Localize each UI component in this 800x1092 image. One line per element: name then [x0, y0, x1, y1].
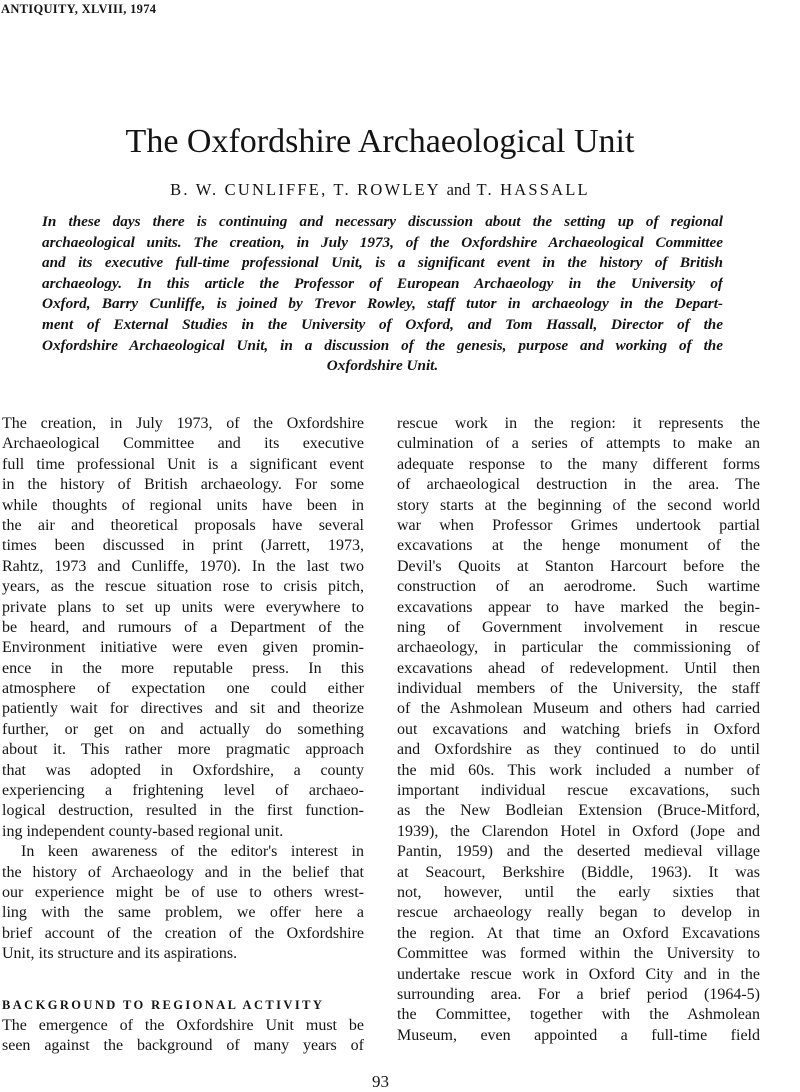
paragraph [397, 414, 760, 1046]
text-line: Unit, its structure and its aspirations. [2, 945, 238, 963]
paragraph [2, 414, 364, 842]
text-line: excavations at the henge monument of the [397, 537, 760, 555]
text-line: Rahtz, 1973 and Cunliffe, 1970). In the last two [2, 557, 364, 575]
text-line: culmination of a series of attempts to make an [397, 435, 760, 453]
text-line: of the Ashmolean Museum and others had carried [397, 700, 760, 718]
text-line: In keen awareness of the editor's interest in [21, 843, 364, 861]
text-line: individual members of the University, the staff [397, 680, 760, 698]
text-line: the history of Archaeology and in the belief that [2, 863, 364, 881]
text-line: the mid 60s. This work included a number of [397, 761, 760, 779]
text-line: excavations appear to have marked the begin- [397, 598, 760, 616]
text-line: excavations ahead of redevelopment. Until then [397, 659, 760, 677]
text-line: about it. This rather more pragmatic approach [2, 741, 364, 759]
article-authors [0, 180, 760, 200]
text-line: Oxfordshire Unit. [326, 357, 439, 375]
text-line: ment of External Studies in the University of Oxford, and Tom Hassall, Director of the [42, 315, 723, 333]
text-line: rescue archaeology really began to develop in [397, 904, 760, 922]
text-line: ence in the more reputable press. In this [2, 659, 364, 677]
text-line: while thoughts of regional units have been in [2, 496, 364, 514]
text-line: years, as the rescue situation rose to crisis pitch, [2, 578, 364, 596]
text-line: that was adopted in Oxfordshire, a county [2, 761, 364, 779]
text-line: Oxfordshire Archaeological Unit, in a discussion of the genesis, purpose and working of the [42, 336, 723, 354]
text-line: Devil's Quoits at Stanton Harcourt before the [397, 557, 760, 575]
text-line: of archaeological destruction in the area. The [397, 476, 760, 494]
text-line: Museum, even appointed a full-time field [397, 1026, 760, 1044]
section-heading: BACKGROUND TO REGIONAL ACTIVITY [2, 998, 325, 1013]
text-line: out excavations and watching briefs in Oxford [397, 720, 760, 738]
text-line: 1939), the Clarendon Hotel in Oxford (Jope and [397, 822, 760, 840]
text-line: ning of Government involvement in rescue [397, 618, 760, 636]
running-head: ANTIQUITY, XLVIII, 1974 [1, 2, 157, 16]
text-line: logical destruction, resulted in the first function- [2, 802, 364, 820]
body-column-right [397, 414, 760, 1046]
authors-and: and [446, 180, 471, 199]
text-line: ling with the same problem, we offer here a [2, 904, 364, 922]
text-line: Committee was formed within the University to [397, 945, 760, 963]
paragraph [2, 1016, 364, 1057]
text-line: times been discussed in print (Jarrett, 1973, [2, 537, 364, 555]
text-line: be heard, and rumours of a Department of the [2, 618, 364, 636]
text-line: not, however, until the early sixties that [397, 883, 760, 901]
text-line: ing independent county-based regional unit. [2, 822, 284, 840]
text-line: and its executive full-time professional Unit, is a significant event in the history of British [42, 254, 723, 272]
text-line: as the New Bodleian Extension (Bruce-Mitford, [397, 802, 760, 820]
text-line: private plans to set up units were everywhere to [2, 598, 364, 616]
text-line: Oxford, Barry Cunliffe, is joined by Trevor Rowley, staff tutor in archaeology in the Depart- [42, 295, 723, 313]
text-line: surrounding area. For a brief period (1964-5) [397, 985, 760, 1003]
text-line: war when Professor Grimes undertook partial [397, 516, 760, 534]
text-line: The emergence of the Oxfordshire Unit must be [2, 1016, 364, 1034]
text-line: our experience might be of use to others wrest- [2, 883, 364, 901]
authors-names-2: T. HASSALL [476, 180, 590, 199]
abstract [42, 212, 723, 377]
text-line: full time professional Unit is a significant event [2, 455, 364, 473]
text-line: archaeology, in particular the commissioning of [397, 639, 760, 657]
text-line: atmosphere of expectation one could either [2, 680, 364, 698]
text-line: patiently wait for directives and sit and theorize [2, 700, 364, 718]
text-line: experiencing a frightening level of archaeo- [2, 782, 364, 800]
text-line: at Seacourt, Berkshire (Biddle, 1963). It was [397, 863, 760, 881]
article-title: The Oxfordshire Archaeological Unit [125, 123, 635, 160]
text-line: important individual rescue excavations, such [397, 782, 760, 800]
text-line: Environment initiative were even given promin- [2, 639, 364, 657]
paragraph [2, 842, 364, 964]
text-line: archaeology. In this article the Professor of European Archaeology in the University of [42, 274, 723, 292]
text-line: adequate response to the many different forms [397, 455, 760, 473]
text-line: The creation, in July 1973, of the Oxfordshire [2, 415, 364, 432]
body-column-left [2, 414, 364, 1056]
text-line: rescue work in the region: it represents the [397, 415, 760, 432]
page-number: 93 [372, 1072, 389, 1091]
text-line: the Committee, together with the Ashmolean [397, 1006, 760, 1024]
text-line: construction of an aerodrome. Such wartime [397, 578, 760, 596]
text-line: seen against the background of many years of [2, 1036, 364, 1054]
text-line: archaeological units. The creation, in July 1973, of the Oxfordshire Archaeological Committee [42, 233, 723, 251]
text-line: and Oxfordshire as they continued to do until [397, 741, 760, 759]
text-line: brief account of the creation of the Oxfordshire [2, 924, 364, 942]
text-line: further, or get on and actually do something [2, 720, 364, 738]
text-line: the region. At that time an Oxford Excavations [397, 924, 760, 942]
authors-names-1: B. W. CUNLIFFE, T. ROWLEY [170, 180, 441, 199]
text-line: undertake rescue work in Oxford City and in the [397, 965, 760, 983]
text-line: Pantin, 1959) and the deserted medieval village [397, 843, 760, 861]
text-line: story starts at the beginning of the second world [397, 496, 760, 514]
text-line: In these days there is continuing and necessary discussion about the setting up of regional [42, 213, 723, 230]
text-line: in the history of British archaeology. For some [2, 476, 364, 494]
text-line: Archaeological Committee and its executive [2, 435, 364, 453]
text-line: the air and theoretical proposals have several [2, 516, 364, 534]
